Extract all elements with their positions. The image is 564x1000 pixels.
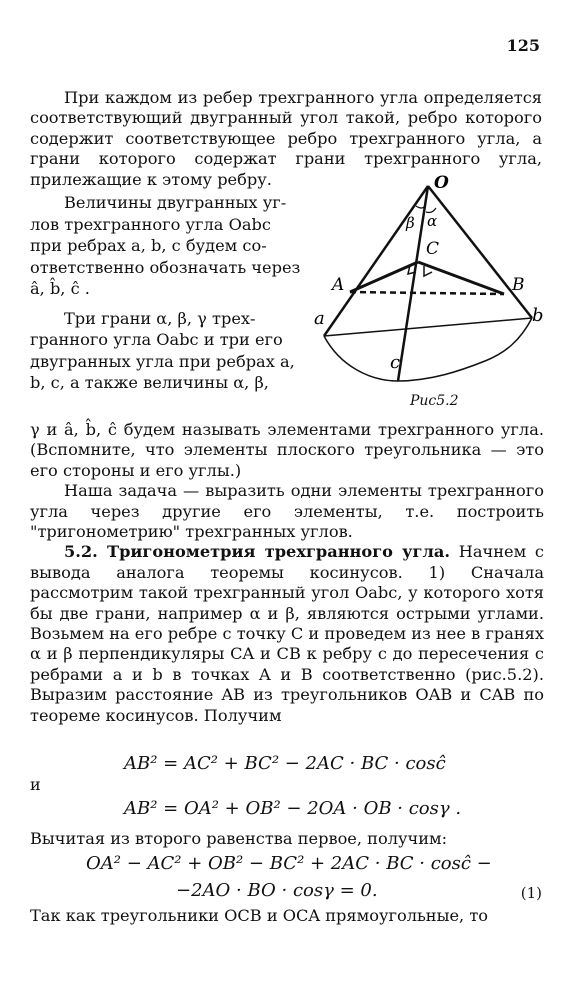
line: Три грани α, β, γ трех- — [64, 308, 256, 328]
trihedral-angle-diagram — [310, 166, 550, 416]
task-paragraph: Наша задача — выразить одни элементы трехгранного угла через другие его элементы, т.е. построить "тригонометрию" трехгранных углов. — [30, 481, 544, 542]
main-text — [30, 420, 544, 726]
equation-number: (1) — [520, 884, 542, 902]
equation-2: AB² = OA² + OB² − 2OA · OB · cosγ . — [124, 798, 462, 819]
edge-a — [324, 186, 428, 336]
label-B: B — [512, 275, 525, 295]
line: b, c, а также величины α, β, — [30, 373, 269, 392]
label-alpha: α — [427, 212, 438, 230]
label-C: C — [426, 239, 440, 259]
line: ответственно обозначать через — [30, 257, 301, 277]
base-line — [324, 318, 532, 336]
final-line: Так как треугольники OCB и OCA прямоугольные, то — [30, 906, 489, 925]
continuation-paragraph: γ и â, b̂, ĉ будем называть элементами трехгранного угла. (Вспомните, что элементы плоского треугольника — это его стороны и его углы.) — [30, 420, 544, 480]
conjunction-and: и — [30, 775, 41, 794]
line: Величины двугранных уг- — [64, 193, 287, 212]
equation-3-line-1: OA² − AC² + OB² − BC² + 2AC · BC · cosĉ − — [86, 853, 492, 874]
label-b: b — [532, 305, 544, 326]
label-c: c — [390, 352, 401, 373]
figure-5-2 — [310, 166, 550, 416]
label-O: O — [434, 173, 449, 193]
page-number: 125 — [506, 36, 540, 55]
line: при ребрах a, b, c будем со- — [30, 236, 267, 255]
equation-3-line-2: −2AO · BO · cosγ = 0. — [176, 880, 378, 901]
label-beta: β — [406, 214, 415, 232]
label-a: a — [314, 308, 325, 329]
line: â, b̂, ĉ . — [30, 279, 90, 298]
segment-CA — [350, 262, 418, 292]
line: двугранных угла при ребрах a, — [30, 351, 295, 371]
equation-1: AB² = AC² + BC² − 2AC · BC · cosĉ — [124, 753, 446, 774]
subtract-intro: Вычитая из второго равенства первое, получим: — [30, 829, 448, 848]
label-A: A — [332, 275, 345, 295]
section-text: Начнем с вывода аналога теоремы косинусов. 1) Сначала рассмотрим такой трехгранный угол Oabc, у которого хотя бы две грани, например α и β, являются острыми углами. Возьмем на его ребре c точку C и проведем из нее в гранях α и β перпендикуляры CA и CB к ребру c до пересечения с ребрами a и b в точках A и B соответственно (рис.5.2). Выразим расстояние AB из треугольников OAB и CAB по теореме косинусов. Получим — [30, 542, 544, 725]
figure-caption: Рис5.2 — [410, 393, 459, 409]
line: гранного угла Oabc и три его — [30, 330, 283, 349]
section-title: 5.2. Тригонометрия трехгранного угла. — [64, 542, 450, 562]
section-paragraph — [30, 542, 544, 726]
paragraph-1-text: При каждом из ребер трехгранного угла определяется соответствующий двугранный угол такой, ребро которого содержит соответствующее ребро трехгранного угла, а грани которого содержат грани трехгранного угла, прилежащие к этому ребру. — [30, 88, 542, 189]
edge-b — [428, 186, 532, 318]
left-column-text — [30, 192, 307, 394]
line: лов трехгранного угла Oabc — [30, 214, 271, 234]
segment-AB-dashed — [350, 292, 504, 294]
